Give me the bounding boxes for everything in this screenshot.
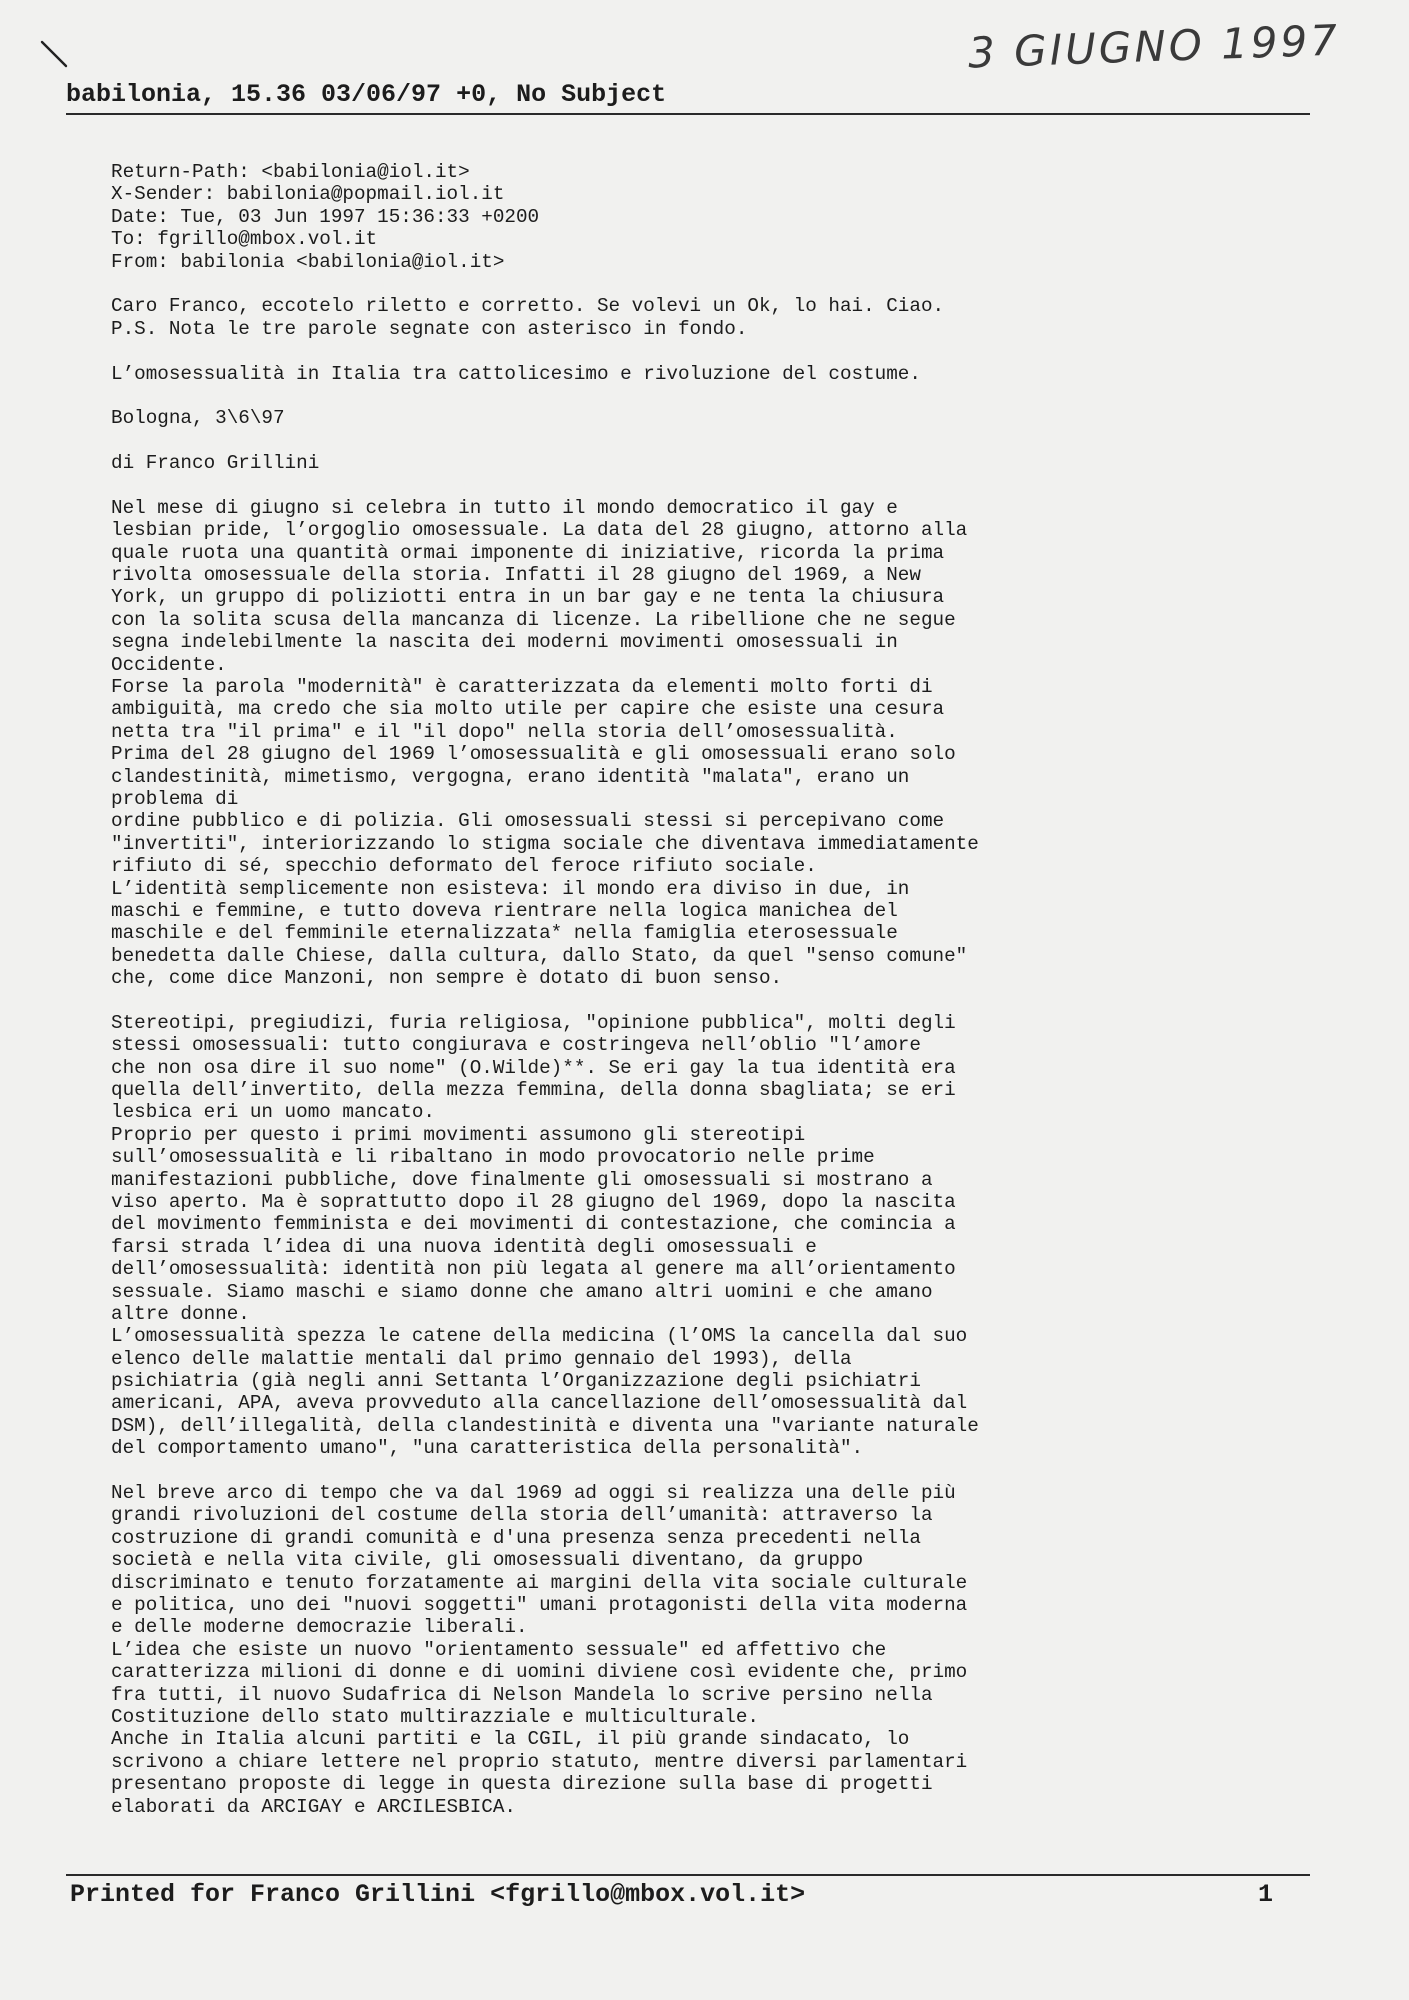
body-line: sull’omosessualità e li ribaltano in modo provocatorio nelle prime	[111, 1146, 875, 1169]
body-line	[111, 385, 1271, 407]
body-line: del movimento femminista e dei movimenti di contestazione, che comincia a	[111, 1213, 956, 1236]
body-line: segna indelebilmente la nascita dei moderni movimenti omosessuali in	[111, 631, 898, 654]
body-line: Stereotipi, pregiudizi, furia religiosa, "opinione pubblica", molti degli	[111, 1011, 956, 1034]
body-line: e politica, uno dei "nuovi soggetti" umani protagonisti della vita moderna	[111, 1594, 968, 1616]
body-line: Costituzione dello stato multirazziale e multiculturale.	[111, 1705, 759, 1728]
body-line: dell’omosessualità: identità non più legata al genere ma all’orientamento	[111, 1258, 956, 1281]
body-line: quale ruota una quantità ormai imponente di iniziative, ricorda la prima	[111, 541, 945, 564]
body-line: Anche in Italia alcuni partiti e la CGIL, il più grande sindacato, lo	[111, 1728, 910, 1751]
body-line: L’omosessualità in Italia tra cattolicesimo e rivoluzione del costume.	[111, 362, 921, 385]
printed-for-footer: Printed for Franco Grillini <fgrillo@mbox.vol.it>	[70, 1880, 806, 1909]
body-line	[111, 340, 1271, 362]
body-line: X-Sender: babilonia@popmail.iol.it	[111, 183, 505, 206]
body-line	[111, 1460, 1271, 1482]
pen-slash-mark	[40, 40, 80, 80]
body-line: Proprio per questo i primi movimenti assumono gli stereotipi	[111, 1123, 806, 1146]
body-line: caratterizza milioni di donne e di uomini diviene così evidente che, primo	[111, 1661, 968, 1684]
body-line: DSM), dell’illegalità, della clandestinità e diventa una "variante naturale	[111, 1414, 979, 1437]
body-line: L’identità semplicemente non esisteva: il mondo era diviso in due, in	[111, 877, 910, 900]
body-line: L’omosessualità spezza le catene della medicina (l’OMS la cancella dal suo	[111, 1325, 968, 1348]
body-line: Occidente.	[111, 653, 227, 676]
body-line: che, come dice Manzoni, non sempre è dotato di buon senso.	[111, 967, 783, 990]
body-line: lesbian pride, l’orgoglio omosessuale. La data del 28 giugno, attorno alla	[111, 519, 968, 542]
body-line: costruzione di grandi comunità e d'una presenza senza precedenti nella	[111, 1526, 921, 1549]
body-line	[111, 474, 1271, 496]
body-line: Nel breve arco di tempo che va dal 1969 ad oggi si realizza una delle più	[111, 1482, 956, 1505]
body-line: presentano proposte di legge in questa direzione sulla base di progetti	[111, 1773, 933, 1796]
body-line: P.S. Nota le tre parole segnate con asterisco in fondo.	[111, 317, 748, 340]
body-line: rifiuto di sé, specchio deformato del feroce rifiuto sociale.	[111, 855, 817, 878]
body-line: discriminato e tenuto forzatamente ai margini della vita sociale culturale	[111, 1571, 968, 1594]
footer-rule	[66, 1874, 1310, 1876]
body-line: fra tutti, il nuovo Sudafrica di Nelson Mandela lo scrive persino nella	[111, 1683, 933, 1706]
body-line: benedetta dalle Chiese, dalla cultura, dallo Stato, da quel "senso comune"	[111, 944, 968, 967]
body-line: problema di	[111, 787, 239, 810]
body-line: scrivono a chiare lettere nel proprio statuto, mentre diversi parlamentari	[111, 1750, 968, 1773]
body-line: sessuale. Siamo maschi e siamo donne che amano altri uomini e che amano	[111, 1280, 933, 1303]
body-line: quella dell’invertito, della mezza femmina, della donna sbagliata; se eri	[111, 1079, 956, 1102]
body-line: Forse la parola "modernità" è caratterizzata da elementi molto forti di	[111, 675, 933, 698]
body-line	[111, 273, 1271, 295]
handwritten-date-note: 3 GIUGNO 1997	[967, 15, 1341, 78]
body-line: manifestazioni pubbliche, dove finalmente gli omosessuali si mostrano a	[111, 1168, 933, 1191]
body-line: maschile e del femminile eternalizzata* nella famiglia eterosessuale	[111, 922, 898, 945]
body-line: e delle moderne democrazie liberali.	[111, 1616, 528, 1639]
body-line: psichiatria (già negli anni Settanta l’Organizzazione degli psichiatri	[111, 1370, 921, 1393]
body-line: elenco delle malattie mentali dal primo gennaio del 1993), della	[111, 1347, 852, 1370]
body-line: "invertiti", interiorizzando lo stigma sociale che diventava immediatamente	[111, 832, 979, 855]
body-line: stessi omosessuali: tutto congiurava e costringeva nell’oblio "l’amore	[111, 1034, 921, 1057]
body-line: che non osa dire il suo nome" (O.Wilde)**. Se eri gay la tua identità era	[111, 1056, 956, 1079]
body-line	[111, 430, 1271, 452]
email-header-line: babilonia, 15.36 03/06/97 +0, No Subject	[66, 80, 667, 109]
body-line	[111, 989, 1271, 1011]
body-line: From: babilonia <babilonia@iol.it>	[111, 250, 505, 273]
body-line: con la solita scusa della mancanza di licenze. La ribellione che ne segue	[111, 608, 956, 631]
body-line: L’idea che esiste un nuovo "orientamento sessuale" ed affettivo che	[111, 1638, 887, 1661]
body-line: netta tra "il prima" e il "il dopo" nella storia dell’omosessualità.	[111, 720, 898, 743]
page-number: 1	[1258, 1880, 1274, 1909]
body-line: rivolta omosessuale della storia. Infatti il 28 giugno del 1969, a New	[111, 564, 921, 587]
body-line: di Franco Grillini	[111, 452, 320, 475]
body-line: elaborati da ARCIGAY e ARCILESBICA.	[111, 1795, 516, 1818]
body-line: americani, APA, aveva provveduto alla cancellazione dell’omosessualità dal	[111, 1392, 968, 1415]
body-line: del comportamento umano", "una caratteristica della personalità".	[111, 1437, 864, 1460]
email-body	[111, 161, 1271, 1818]
body-line: Bologna, 3\6\97	[111, 407, 285, 430]
body-line: altre donne.	[111, 1302, 250, 1325]
header-rule	[66, 113, 1310, 115]
body-line: grandi rivoluzioni del costume della storia dell’umanità: attraverso la	[111, 1504, 933, 1527]
body-line: farsi strada l’idea di una nuova identità degli omosessuali e	[111, 1235, 817, 1258]
body-line: maschi e femmine, e tutto doveva rientrare nella logica manichea del	[111, 899, 898, 922]
body-line: clandestinità, mimetismo, vergogna, erano identità "malata", erano un	[111, 765, 910, 788]
body-line: ordine pubblico e di polizia. Gli omosessuali stessi si percepivano come	[111, 810, 945, 833]
body-line: Prima del 28 giugno del 1969 l’omosessualità e gli omosessuali erano solo	[111, 743, 956, 766]
body-line: ambiguità, ma credo che sia molto utile per capire che esiste una cesura	[111, 698, 945, 721]
body-line: To: fgrillo@mbox.vol.it	[111, 228, 378, 251]
body-line: York, un gruppo di poliziotti entra in un bar gay e ne tenta la chiusura	[111, 586, 945, 609]
body-line: Date: Tue, 03 Jun 1997 15:36:33 +0200	[111, 205, 540, 228]
body-line: Nel mese di giugno si celebra in tutto il mondo democratico il gay e	[111, 496, 898, 519]
body-line: lesbica eri un uomo mancato.	[111, 1101, 435, 1124]
body-line: società e nella vita civile, gli omosessuali diventano, da gruppo	[111, 1549, 864, 1572]
body-line: Caro Franco, eccotelo riletto e corretto. Se volevi un Ok, lo hai. Ciao.	[111, 295, 945, 318]
body-line: viso aperto. Ma è soprattutto dopo il 28 giugno del 1969, dopo la nascita	[111, 1190, 956, 1213]
body-line: Return-Path: <babilonia@iol.it>	[111, 161, 470, 183]
